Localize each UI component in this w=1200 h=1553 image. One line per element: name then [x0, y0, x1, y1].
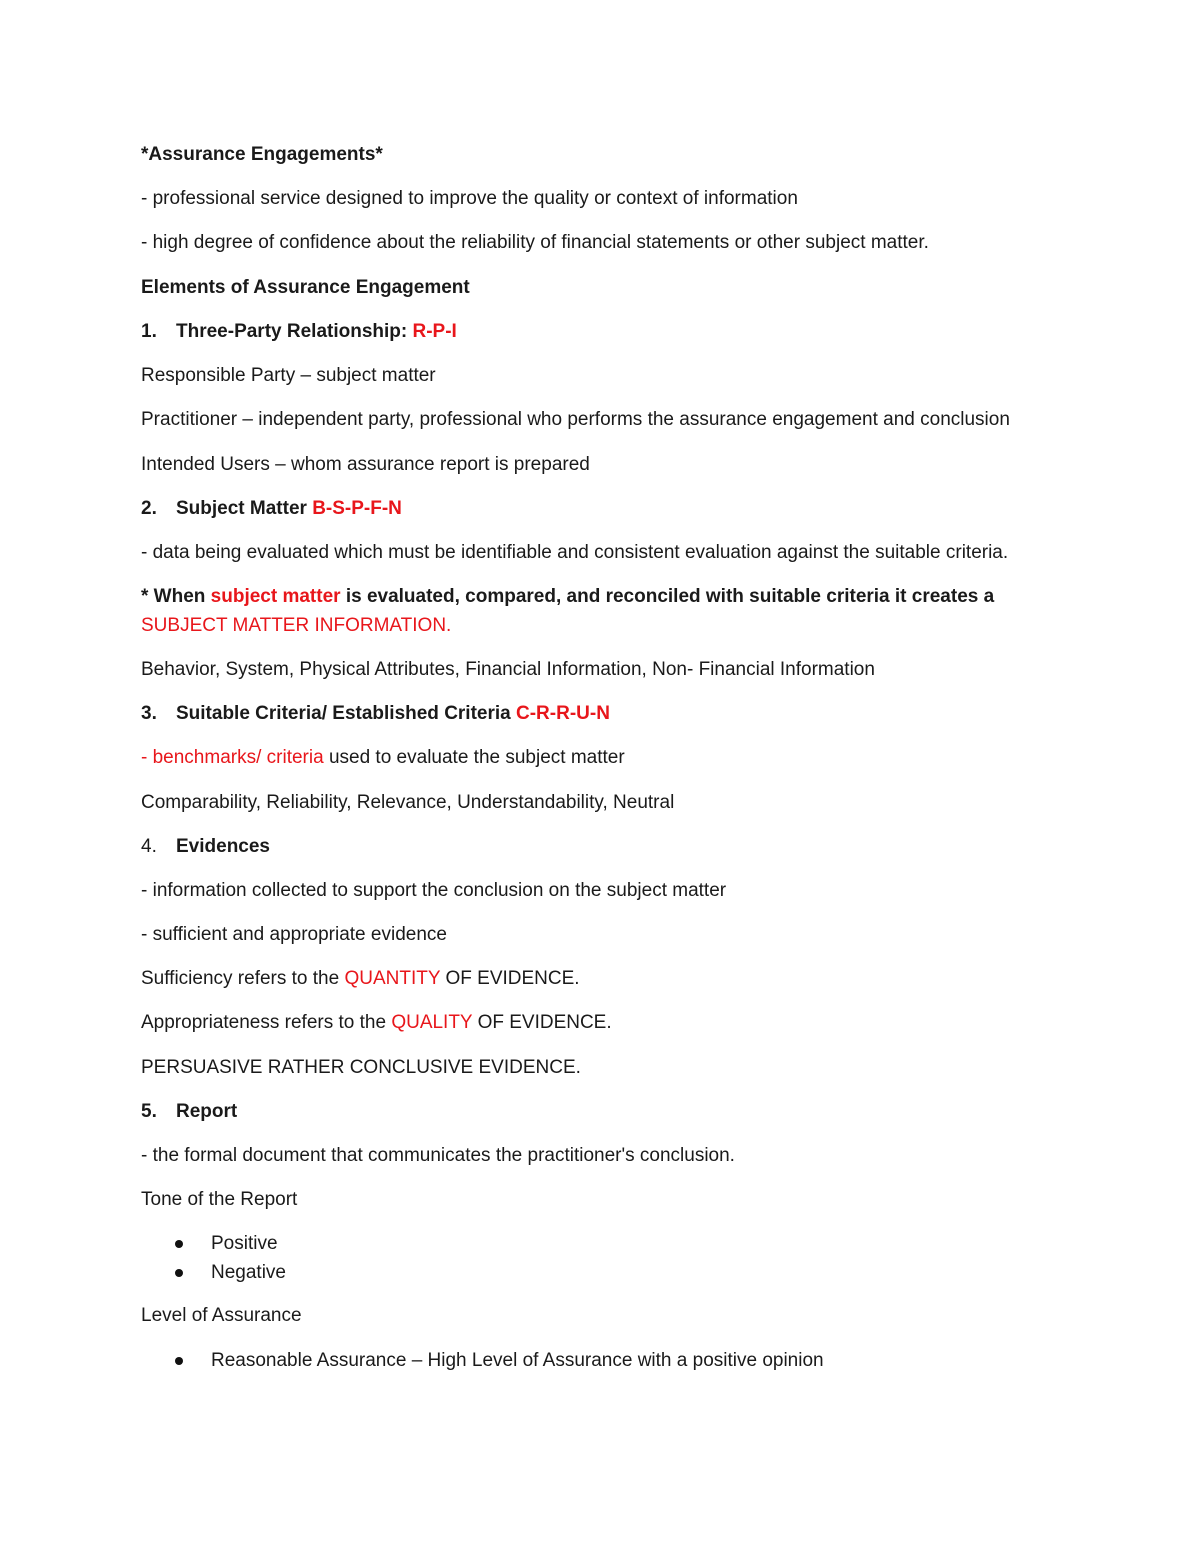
sufficiency-line — [141, 967, 580, 991]
intro-line-1: - professional service designed to improve the quality or context of information — [141, 188, 798, 209]
section-2-code: B-S-P-F-N — [312, 498, 402, 519]
subject-matter-examples: Behavior, System, Physical Attributes, Financial Information, Non- Financial Information — [141, 659, 875, 680]
evidence-description-1: - information collected to support the conclusion on the subject matter — [141, 880, 727, 901]
section-4-title: Evidences — [176, 836, 270, 857]
elements-heading: Elements of Assurance Engagement — [141, 277, 470, 298]
tone-heading: Tone of the Report — [141, 1189, 298, 1210]
tone-negative: Negative — [211, 1262, 286, 1283]
practitioner-line: Practitioner – independent party, professional who performs the assurance engagement and conclusion — [141, 409, 1010, 430]
subject-matter-description: - data being evaluated which must be identifiable and consistent evaluation against the suitable criteria. — [141, 542, 1009, 563]
note-highlight: subject matter — [210, 586, 341, 607]
section-1-heading — [141, 320, 457, 344]
sufficiency-rest: OF EVIDENCE. — [445, 968, 580, 989]
intended-users-line: Intended Users – whom assurance report is prepared — [141, 454, 590, 475]
persuasive-evidence-line: PERSUASIVE RATHER CONCLUSIVE EVIDENCE. — [141, 1057, 581, 1078]
bullet-icon — [175, 1357, 183, 1365]
appropriateness-prefix: Appropriateness refers to the — [141, 1012, 387, 1033]
section-3-code: C-R-R-U-N — [516, 703, 610, 724]
bullet-icon — [175, 1240, 183, 1248]
intro-line-2: - high degree of confidence about the reliability of financial statements or other subject matter. — [141, 232, 929, 253]
section-2-title: Subject Matter — [176, 498, 307, 519]
section-3-number: 3. — [141, 703, 157, 724]
section-3-heading — [141, 702, 610, 726]
reasonable-assurance: Reasonable Assurance – High Level of Assurance with a positive opinion — [211, 1350, 824, 1371]
section-1-title: Three-Party Relationship: — [176, 321, 408, 342]
section-4-heading — [141, 835, 270, 859]
section-1-number: 1. — [141, 321, 157, 342]
report-description: - the formal document that communicates the practitioner's conclusion. — [141, 1145, 735, 1166]
section-5-number: 5. — [141, 1101, 157, 1122]
bullet-icon — [175, 1269, 183, 1277]
section-3-title: Suitable Criteria/ Established Criteria — [176, 703, 511, 724]
section-2-number: 2. — [141, 498, 157, 519]
quality-highlight: QUALITY — [391, 1012, 473, 1033]
note-rest: is evaluated, compared, and reconciled with suitable criteria it creates a — [345, 586, 995, 607]
note-prefix: * When — [141, 586, 206, 607]
responsible-party-line: Responsible Party – subject matter — [141, 365, 436, 386]
appropriateness-line — [141, 1011, 612, 1035]
section-4-number: 4. — [141, 836, 157, 857]
sufficiency-prefix: Sufficiency refers to the — [141, 968, 340, 989]
criteria-rest: used to evaluate the subject matter — [328, 747, 625, 768]
section-5-title: Report — [176, 1101, 238, 1122]
criteria-examples: Comparability, Reliability, Relevance, Understandability, Neutral — [141, 792, 675, 813]
tone-positive: Positive — [211, 1233, 278, 1254]
section-2-heading — [141, 497, 402, 521]
subject-matter-note — [141, 585, 994, 609]
criteria-description — [141, 746, 625, 770]
quantity-highlight: QUANTITY — [344, 968, 441, 989]
section-5-heading — [141, 1100, 237, 1124]
level-heading: Level of Assurance — [141, 1305, 302, 1326]
subject-matter-information: SUBJECT MATTER INFORMATION. — [141, 615, 452, 636]
document-title: *Assurance Engagements* — [141, 144, 383, 165]
appropriateness-rest: OF EVIDENCE. — [477, 1012, 612, 1033]
evidence-description-2: - sufficient and appropriate evidence — [141, 924, 447, 945]
criteria-highlight: - benchmarks/ criteria — [141, 747, 324, 768]
section-1-code: R-P-I — [412, 321, 457, 342]
